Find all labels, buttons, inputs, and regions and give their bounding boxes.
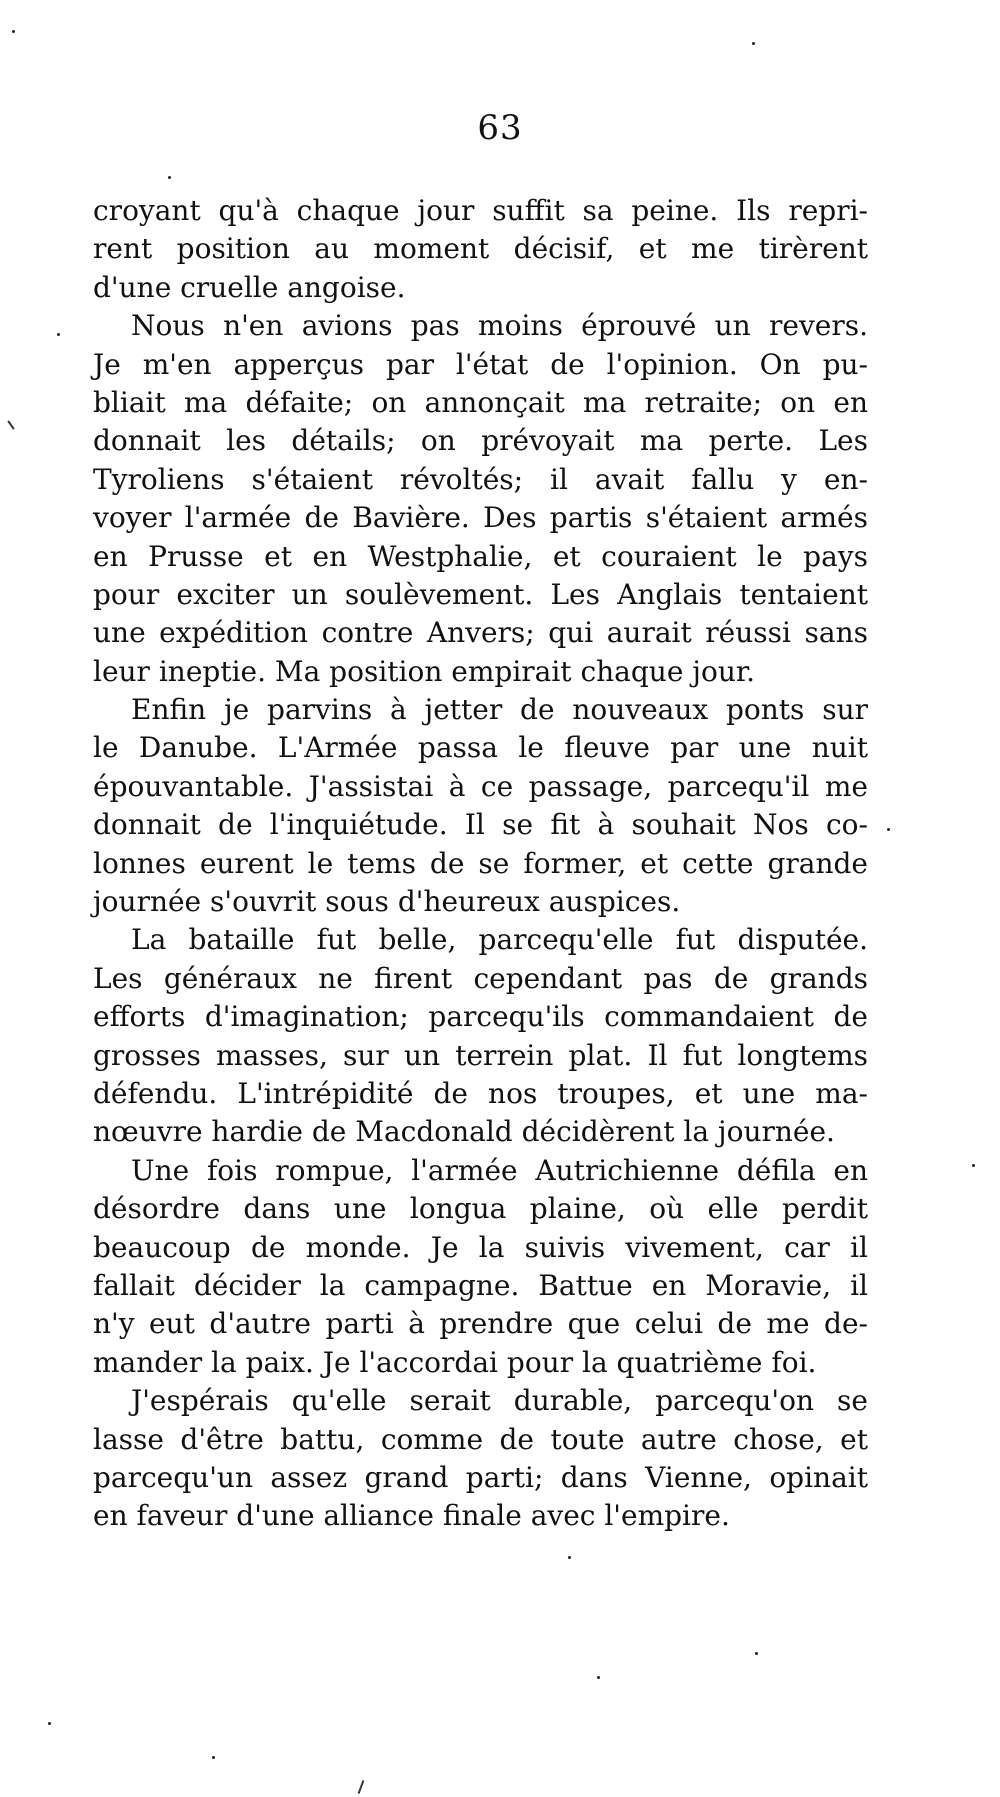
text-line: pour exciter un soulèvement. Les Anglais tentaient: [93, 577, 868, 611]
text-line: mander la paix. Je l'accordai pour la quatrième foi.: [93, 1345, 817, 1379]
text-line: d'une cruelle angoise.: [93, 270, 406, 304]
text-line: en Prusse et en Westphalie, et couraient le pays: [93, 539, 868, 573]
scan-speck: [212, 1756, 215, 1759]
scan-speck: [887, 828, 890, 831]
paragraph: [93, 691, 868, 921]
body-text: [93, 192, 868, 1536]
scan-speck: [972, 1164, 975, 1167]
text-line: fallait décider la campagne. Battue en Moravie, il: [93, 1268, 868, 1302]
text-line: journée s'ouvrit sous d'heureux auspices.: [93, 885, 681, 919]
text-line: lasse d'être battu, comme de toute autre chose, et: [93, 1422, 868, 1456]
text-line: bliait ma défaite; on annonçait ma retraite; on en: [93, 385, 868, 419]
scan-speck: [597, 1676, 600, 1679]
text-line: J'espérais qu'elle serait durable, parcequ'on se: [131, 1384, 868, 1418]
text-line: leur ineptie. Ma position empirait chaque jour.: [93, 654, 756, 688]
text-line: désordre dans une longua plaine, où elle perdit: [93, 1192, 868, 1226]
text-line: lonnes eurent le tems de se former, et cette grande: [93, 846, 868, 880]
paragraph: [93, 1382, 868, 1536]
page-number: 63: [477, 108, 523, 148]
text-line: donnait les détails; on prévoyait ma perte. Les: [93, 424, 868, 458]
scan-mark: [7, 420, 14, 429]
text-line: en faveur d'une alliance finale avec l'empire.: [93, 1499, 730, 1533]
scan-speck: [48, 1722, 51, 1725]
text-line: défendu. L'intrépidité de nos troupes, et une ma-: [93, 1076, 868, 1110]
scan-speck: [752, 42, 755, 45]
text-line: La bataille fut belle, parcequ'elle fut disputée.: [131, 923, 868, 957]
paragraph: [93, 307, 868, 691]
scan-speck: [755, 1652, 758, 1655]
text-line: rent position au moment décisif, et me tirèrent: [93, 232, 868, 266]
scan-speck: [568, 1556, 571, 1559]
text-line: grosses masses, sur un terrein plat. Il fut longtems: [93, 1038, 868, 1072]
text-line: voyer l'armée de Bavière. Des partis s'étaient armés: [93, 501, 868, 535]
text-line: croyant qu'à chaque jour suffit sa peine. Ils repri-: [93, 194, 868, 227]
scan-speck: [168, 176, 171, 179]
text-line: Les généraux ne firent cependant pas de grands: [93, 961, 868, 995]
scan-mark: [358, 1780, 365, 1794]
paragraph: [93, 192, 868, 307]
text-line: nœuvre hardie de Macdonald décidèrent la journée.: [93, 1115, 835, 1149]
text-line: épouvantable. J'assistai à ce passage, parcequ'il me: [93, 769, 868, 803]
paragraph: [93, 921, 868, 1151]
scan-speck: [12, 30, 15, 33]
text-line: Je m'en apperçus par l'état de l'opinion. On pu-: [93, 347, 868, 381]
text-line: Nous n'en avions pas moins éprouvé un revers.: [131, 309, 868, 343]
text-line: efforts d'imagination; parcequ'ils commandaient de: [93, 1000, 868, 1034]
text-line: beaucoup de monde. Je la suivis vivement, car il: [93, 1230, 868, 1264]
text-line: une expédition contre Anvers; qui aurait réussi sans: [93, 616, 868, 650]
scan-speck: [57, 333, 60, 336]
text-line: parcequ'un assez grand parti; dans Vienne, opinait: [93, 1460, 868, 1494]
text-line: Tyroliens s'étaient révoltés; il avait fallu y en-: [93, 462, 868, 496]
text-line: Enfin je parvins à jetter de nouveaux ponts sur: [131, 693, 868, 727]
text-line: le Danube. L'Armée passa le fleuve par une nuit: [93, 731, 868, 765]
text-line: donnait de l'inquiétude. Il se fit à souhait Nos co-: [93, 808, 868, 842]
text-line: n'y eut d'autre parti à prendre que celui de me de-: [93, 1307, 868, 1341]
paragraph: [93, 1152, 868, 1382]
text-line: Une fois rompue, l'armée Autrichienne défila en: [131, 1153, 868, 1187]
